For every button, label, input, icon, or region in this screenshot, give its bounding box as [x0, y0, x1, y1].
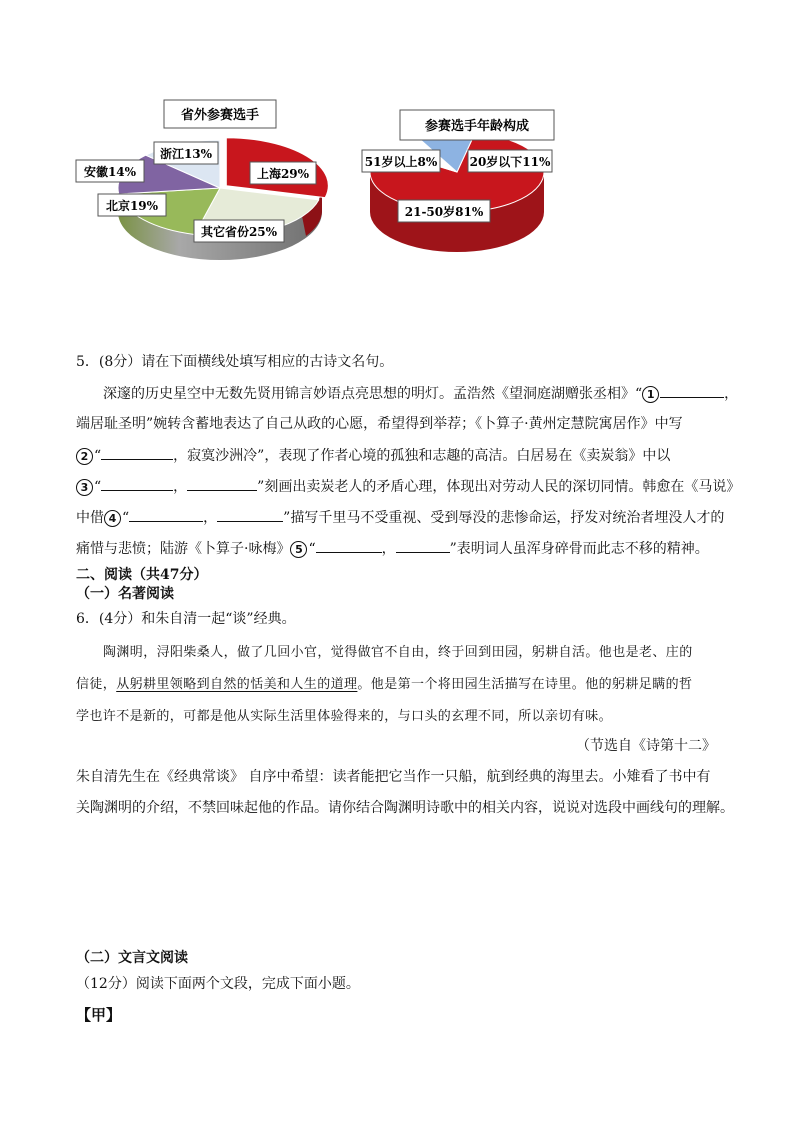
- answer-blank[interactable]: [217, 507, 283, 522]
- section-heading: 二、阅读（共47分）: [76, 567, 208, 583]
- q5-text-line: 端居耻圣明”婉转含蓄地表达了自己从政的心愿，希望得到举荐；《卜算子·黄州定慧院寓居作》中写: [76, 416, 683, 432]
- blank-number: 4: [104, 510, 121, 527]
- blank-number: 1: [642, 386, 659, 403]
- svg-text:北京19%: 北京19%: [105, 199, 159, 213]
- q5-text-line: 痛惜与悲愤；陆游《卜算子·咏梅》 5 “ ， ”表明词人虽浑身碎骨而此志不移的精神。: [76, 538, 709, 559]
- answer-blank[interactable]: [396, 538, 450, 553]
- excerpt-line: 学也许不是新的，可都是他从实际生活里体验得来的，与口头的玄理不同，所以亲切有味。: [76, 709, 613, 724]
- excerpt-line: 信徒，从躬耕里领略到自然的恬美和人生的道理。他是第一个将田园生活描写在诗里。他的躬耕足瞒的哲: [76, 677, 693, 692]
- svg-text:其它省份25%: 其它省份25%: [200, 225, 278, 239]
- q6-heading: 6．(4分）和朱自清一起“谈”经典。: [76, 611, 296, 627]
- excerpt-line: 陶渊明，浔阳柴桑人，做了几回小官，觉得做官不自由，终于回到田园，躬耕自活。他也是老、庄的: [103, 645, 693, 660]
- answer-blank[interactable]: [101, 445, 173, 460]
- q5-text-line: 2 “ ，寂寞沙洲冷”，表现了作者心境的孤独和志趣的高洁。白居易在《卖炭翁》中以: [76, 445, 670, 466]
- svg-text:浙江13%: 浙江13%: [159, 147, 213, 161]
- pie-chart-age: [358, 108, 558, 268]
- data-label: [98, 194, 166, 216]
- data-label: [76, 160, 144, 182]
- chart-title: 参赛选手年龄构成: [424, 119, 530, 134]
- answer-blank[interactable]: [129, 507, 203, 522]
- subsection-heading: （二）文言文阅读: [76, 950, 188, 966]
- data-label: [250, 162, 316, 184]
- answer-blank[interactable]: [101, 476, 173, 491]
- answer-blank[interactable]: [660, 383, 724, 398]
- svg-text:21-50岁81%: 21-50岁81%: [404, 205, 484, 219]
- svg-text:上海29%: 上海29%: [256, 167, 310, 181]
- pie-chart-provinces: [70, 98, 360, 278]
- data-label: [154, 142, 218, 164]
- blank-number: 2: [76, 448, 93, 465]
- q5-heading: 5．(8分）请在下面横线处填写相应的古诗文名句。: [76, 354, 394, 370]
- svg-text:安徽14%: 安徽14%: [83, 165, 137, 179]
- svg-text:51岁以上8%: 51岁以上8%: [364, 155, 438, 169]
- data-label: [468, 150, 552, 172]
- data-label: [362, 150, 440, 172]
- data-label: [398, 200, 490, 222]
- answer-blank[interactable]: [316, 538, 382, 553]
- q5-text-line: 中借 4 “ ， ”描写千里马不受重视、受到辱没的悲惨命运，抒发对统治者埋没人才的: [76, 507, 724, 528]
- underlined-sentence: 从躬耕里领略到自然的恬美和人生的道理: [116, 677, 358, 692]
- q5-text-line: 3 “ ， ”刻画出卖炭老人的矛盾心理，体现出对劳动人民的深切同情。韩愈在《马说》: [76, 476, 740, 497]
- chart-title: 省外参赛选手: [180, 108, 260, 123]
- svg-text:20岁以下11%: 20岁以下11%: [469, 155, 551, 169]
- q5-text-line: 深邃的历史星空中无数先贤用锦言妙语点亮思想的明灯。孟浩然《望洞庭湖赠张丞相》“ 1 ，: [103, 383, 738, 404]
- subsection-heading: （一）名著阅读: [76, 586, 174, 602]
- answer-blank[interactable]: [187, 476, 257, 491]
- q6-task-line: 朱自清先生在《经典常谈》 自序中希望：读者能把它当作一只船，航到经典的海里去。小雉看了书中有: [76, 769, 711, 785]
- blank-number: 3: [76, 479, 93, 496]
- q7-heading: （12分）阅读下面两个文段，完成下面小题。: [76, 976, 360, 992]
- q6-task-line: 关陶渊明的介绍，不禁回味起他的作品。请你结合陶渊明诗歌中的相关内容，说说对选段中画线句的理解。: [76, 800, 734, 816]
- blank-number: 5: [290, 541, 307, 558]
- data-label: [194, 220, 284, 242]
- passage-label: 【甲】: [76, 1006, 122, 1024]
- excerpt-source: （节选自《诗第十二》: [576, 738, 716, 754]
